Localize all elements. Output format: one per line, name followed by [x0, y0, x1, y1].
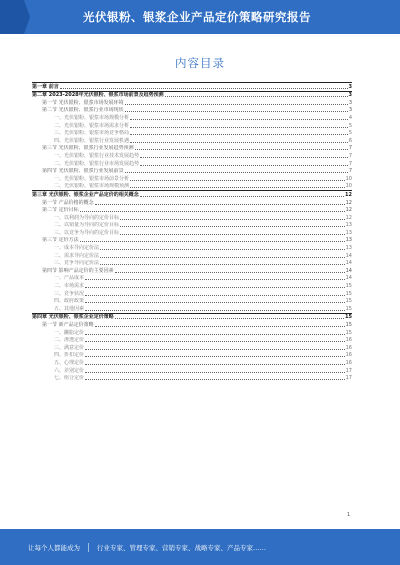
toc-entry-title: 一、以利润为导向的定价目标: [54, 214, 120, 221]
toc-leader-dots: [85, 334, 345, 335]
toc-leader-dots: [85, 349, 345, 350]
toc-entry-title: 第二节 光伏银粉、银浆行业市场现状: [42, 107, 124, 114]
toc-leader-dots: [165, 96, 348, 97]
toc-entry[interactable]: [32, 337, 352, 345]
toc-entry[interactable]: [32, 244, 352, 252]
toc-entry[interactable]: [32, 175, 352, 183]
page-number: 1: [347, 512, 351, 518]
toc-entry[interactable]: [32, 214, 352, 222]
toc-entry[interactable]: [32, 168, 352, 176]
toc-entry-title: 第四节 影响产品定价的主要因素: [42, 267, 114, 274]
toc-leader-dots: [135, 149, 348, 150]
toc-entry-title: 第二节 定价目标: [42, 207, 79, 214]
toc-entry[interactable]: [32, 344, 352, 352]
toc-entry-page: 15: [345, 314, 352, 321]
toc-entry-title: 第四节 光伏银粉、银浆行业发展前景: [42, 168, 124, 175]
toc-leader-dots: [95, 326, 345, 327]
toc-entry[interactable]: [32, 260, 352, 268]
toc-entry-page: 15: [345, 305, 352, 312]
toc-entry-page: 14: [345, 252, 352, 259]
toc-entry-title: 二、以销量为导向的定价目标: [54, 222, 120, 229]
toc-entry-page: 10: [345, 183, 352, 190]
toc-entry-page: 17: [345, 367, 352, 374]
toc-entry-page: 7: [348, 160, 352, 167]
toc-entry[interactable]: [32, 183, 352, 191]
toc-leader-dots: [125, 104, 348, 105]
toc-entry-page: 4: [348, 114, 352, 121]
toc-entry[interactable]: [32, 160, 352, 168]
toc-leader-dots: [115, 272, 345, 273]
toc-leader-dots: [85, 379, 345, 380]
toc-leader-dots: [125, 111, 348, 112]
toc-entry-title: 二、光伏银粉、银浆市场需求分析: [54, 122, 130, 129]
toc-entry[interactable]: [32, 222, 352, 230]
toc-entry[interactable]: [32, 152, 352, 160]
toc-leader-dots: [140, 196, 344, 197]
toc-entry[interactable]: [32, 267, 352, 275]
toc-entry-page: 7: [348, 145, 352, 152]
footer-bar: [0, 529, 400, 565]
header-decoration: [0, 0, 24, 34]
toc-leader-dots: [85, 356, 345, 357]
toc-leader-dots: [85, 341, 345, 342]
toc-leader-dots: [95, 204, 345, 205]
report-title: 光伏银粉、银浆企业产品定价策略研究报告: [83, 10, 311, 24]
toc-entry[interactable]: [32, 99, 352, 107]
toc-leader-dots: [85, 310, 345, 311]
toc-leader-dots: [125, 172, 348, 173]
toc-entry[interactable]: [32, 282, 352, 290]
toc-entry-title: 第四章 光伏银粉、银浆企业定价策略: [32, 314, 114, 321]
toc-entry-page: 12: [345, 207, 352, 214]
toc-entry[interactable]: [32, 199, 352, 207]
toc-entry[interactable]: [32, 252, 352, 260]
toc-entry-page: 13: [345, 222, 352, 229]
toc-entry-page: 12: [345, 199, 352, 206]
toc-entry-title: 第一节 产品价格的概念: [42, 199, 94, 206]
toc-leader-dots: [130, 134, 348, 135]
toc-entry-page: 13: [345, 245, 352, 252]
toc-entry-page: 12: [345, 214, 352, 221]
toc-entry-title: 二、光伏银粉、银浆行业市场发展趋势: [54, 160, 140, 167]
toc-entry[interactable]: [32, 130, 352, 138]
toc-entry-page: 16: [345, 344, 352, 351]
toc-entry-page: 14: [345, 260, 352, 267]
toc-leader-dots: [130, 180, 345, 181]
toc-leader-dots: [85, 302, 345, 303]
toc-entry-page: 16: [345, 352, 352, 359]
toc-entry-page: 15: [345, 322, 352, 328]
toc-entry[interactable]: [32, 290, 352, 298]
toc-entry-title: 三、以竞争为导向的定价目标: [54, 229, 120, 236]
toc-entry-title: 四、政府政策: [54, 298, 85, 305]
toc-entry-title: 二、渗透定价: [54, 337, 85, 344]
toc-entry-page: 3: [348, 107, 352, 114]
toc-entry-page: 3: [348, 83, 352, 90]
toc-entry-title: 三、竞争状况: [54, 290, 85, 297]
toc-title: 内容目录: [175, 56, 225, 70]
toc-entry[interactable]: [32, 114, 352, 122]
toc-entry-page: 3: [348, 92, 352, 99]
toc-leader-dots: [130, 187, 345, 188]
toc-leader-dots: [130, 142, 348, 143]
toc-entry-title: 三、竞争导向定价法: [54, 260, 100, 267]
toc-entry[interactable]: [32, 91, 352, 100]
toc-leader-dots: [100, 249, 345, 250]
toc-leader-dots: [130, 119, 348, 120]
toc-entry[interactable]: [32, 359, 352, 367]
toc-entry[interactable]: [32, 207, 352, 215]
toc-entry[interactable]: [32, 367, 352, 375]
toc-entry-title: 六、差别定价: [54, 367, 85, 374]
toc-entry[interactable]: [32, 352, 352, 360]
toc-leader-dots: [115, 318, 344, 319]
toc-leader-dots: [60, 88, 348, 89]
toc-entry[interactable]: [32, 107, 352, 115]
toc-entry[interactable]: [32, 375, 352, 383]
toc-leader-dots: [85, 364, 345, 365]
toc-entry-title: 第三节 光伏银粉、银浆行业发展趋势预测: [42, 145, 134, 152]
toc-entry-title: 二、需求导向定价法: [54, 252, 100, 259]
toc-entry-page: 14: [345, 267, 352, 274]
toc-entry-page: 3: [348, 99, 352, 106]
toc-entry-title: 第三节 定价方法: [42, 237, 79, 244]
toc-entry-title: 第一节 光伏银粉、银浆市场发展环境: [42, 99, 124, 106]
toc-entry-page: 5: [348, 130, 352, 137]
toc-entry-page: 13: [345, 229, 352, 236]
toc-leader-dots: [100, 257, 345, 258]
toc-entry-title: 五、其他因素: [54, 305, 85, 312]
toc-entry-title: 一、光伏银粉、银浆行业技术发展趋势: [54, 152, 140, 159]
toc-entry-page: 15: [345, 298, 352, 305]
toc-entry-page: 15: [345, 329, 352, 336]
toc-leader-dots: [140, 165, 348, 166]
toc-leader-dots: [100, 264, 345, 265]
footer-slogan: 让每个人都能成为: [0, 543, 89, 552]
header-bar: [0, 0, 400, 34]
toc-entry-title: 一、光伏银粉、银浆市场规模分析: [54, 114, 130, 121]
toc-entry-title: 第一章 前言: [32, 83, 59, 90]
toc-entry-page: 17: [345, 375, 352, 382]
toc-entry-title: 四、光伏银粉、银浆行业发展机遇: [54, 137, 130, 144]
toc-entry-page: 16: [345, 359, 352, 366]
toc-entry[interactable]: [32, 122, 352, 130]
toc-entry-title: 第一节 新产品定价策略: [42, 322, 94, 328]
table-of-contents: [32, 82, 352, 382]
toc-entry-title: 一、撇脂定价: [54, 329, 85, 336]
toc-entry[interactable]: [32, 82, 352, 91]
toc-entry-page: 6: [348, 137, 352, 144]
toc-entry-title: 二、市场需求: [54, 283, 85, 290]
toc-entry[interactable]: [32, 137, 352, 145]
toc-entry-page: 13: [345, 237, 352, 244]
toc-leader-dots: [120, 234, 345, 235]
toc-entry-page: 10: [345, 175, 352, 182]
toc-entry-page: 7: [348, 168, 352, 175]
toc-entry-page: 16: [345, 337, 352, 344]
toc-entry-page: 7: [348, 152, 352, 159]
toc-entry[interactable]: [32, 313, 352, 322]
toc-entry[interactable]: [32, 275, 352, 283]
toc-entry-title: 第二章 2023-2028年光伏银粉、银浆市场前景及趋势预测: [32, 92, 164, 99]
toc-entry[interactable]: [32, 305, 352, 313]
toc-entry-title: 第三章 光伏银粉、银浆企业产品定价的相关概念: [32, 191, 139, 198]
toc-entry-page: 12: [345, 191, 352, 198]
toc-leader-dots: [85, 295, 345, 296]
toc-entry-page: 15: [345, 290, 352, 297]
toc-entry[interactable]: [32, 145, 352, 153]
toc-entry-title: 一、光伏银粉、银浆市场前景分析: [54, 175, 130, 182]
toc-entry[interactable]: [32, 321, 352, 329]
toc-entry-title: 五、心理定价: [54, 359, 85, 366]
toc-entry-title: 三、光伏银粉、银浆市场竞争格局: [54, 130, 130, 137]
toc-entry[interactable]: [32, 237, 352, 245]
toc-entry-page: 14: [345, 275, 352, 282]
toc-entry[interactable]: [32, 329, 352, 337]
toc-entry-title: 一、产品成本: [54, 275, 85, 282]
toc-leader-dots: [80, 211, 345, 212]
toc-leader-dots: [140, 157, 348, 158]
toc-leader-dots: [120, 226, 345, 227]
toc-entry-title: 三、满意定价: [54, 344, 85, 351]
toc-leader-dots: [80, 241, 345, 242]
toc-entry[interactable]: [32, 229, 352, 237]
footer-expert-list: 行业专家、管理专家、营销专家、战略专家、产品专家……: [97, 543, 266, 552]
toc-leader-dots: [85, 372, 345, 373]
toc-leader-dots: [130, 127, 348, 128]
toc-leader-dots: [120, 219, 345, 220]
toc-entry-title: 二、光伏银粉、银浆市场规模预测: [54, 183, 130, 190]
toc-leader-dots: [85, 279, 345, 280]
toc-entry[interactable]: [32, 298, 352, 306]
toc-entry[interactable]: [32, 190, 352, 199]
toc-entry-page: 15: [345, 283, 352, 290]
toc-entry-title: 七、组合定价: [54, 375, 85, 382]
toc-leader-dots: [85, 287, 345, 288]
toc-entry-title: 一、成本导向定价法: [54, 245, 100, 252]
toc-entry-title: 四、折扣定价: [54, 352, 85, 359]
toc-entry-page: 5: [348, 122, 352, 129]
